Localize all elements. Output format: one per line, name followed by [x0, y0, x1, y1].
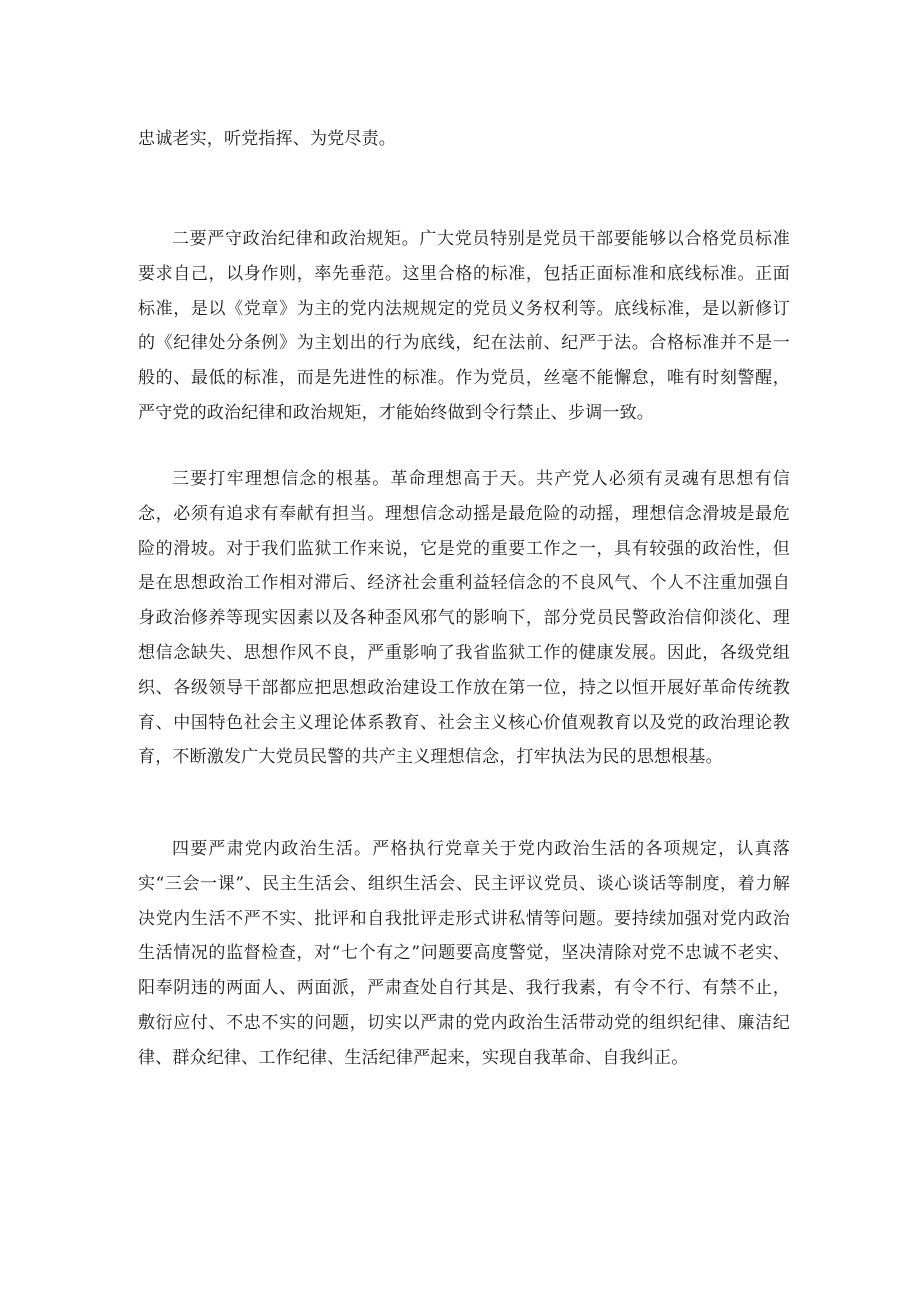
paragraph-ideals-and-beliefs: 三要打牢理想信念的根基。革命理想高于天。共产党人必须有灵魂有思想有信念，必须有追求有奉献有担当。理想信念动摇是最危险的动摇，理想信念滑坡是最危险的滑坡。对于我们监狱工作来说，它是党的重要工作之一，具有较强的政治性，但是在思想政治工作相对滞后、经济社会重利益轻信念的不良风气、个人不注重加强自身政治修养等现实因素以及各种歪风邪气的影响下，部分党员民警政治信仰淡化、理想信念缺失、思想作风不良，严重影响了我省监狱工作的健康发展。因此，各级党组织、各级领导干部都应把思想政治建设工作放在第一位，持之以恒开展好革命传统教育、中国特色社会主义理论体系教育、社会主义核心价值观教育以及党的政治理论教育，不断激发广大党员民警的共产主义理想信念，打牢执法为民的思想根基。 [138, 469, 790, 768]
paragraph-continuation: 忠诚老实，听党指挥、为党尽责。 [138, 129, 396, 149]
paragraph-political-discipline: 二要严守政治纪律和政治规矩。广大党员特别是党员干部要能够以合格党员标准要求自己，以身作则，率先垂范。这里合格的标准，包括正面标准和底线标准。正面标准，是以《党章》为主的党内法规规定的党员义务权利等。底线标准，是以新修订的《纪律处分条例》为主划出的行为底线，纪在法前、纪严于法。合格标准并不是一般的、最低的标准，而是先进性的标准。作为党员，丝毫不能懈怠，唯有时刻警醒，严守党的政治纪律和政治规矩，才能始终做到令行禁止、步调一致。 [138, 229, 790, 423]
paragraph-party-political-life: 四要严肃党内政治生活。严格执行党章关于党内政治生活的各项规定，认真落实“三会一课”、民主生活会、组织生活会、民主评议党员、谈心谈话等制度，着力解决党内生活不严不实、批评和自我批评走形式讲私情等问题。要持续加强对党内政治生活情况的监督检查，对“七个有之”问题要高度警觉，坚决清除对党不忠诚不老实、阳奉阴违的两面人、两面派，严肃查处自行其是、我行我素，有令不行、有禁不止，敷衍应付、不忠不实的问题，切实以严肃的党内政治生活带动党的组织纪律、廉洁纪律、群众纪律、工作纪律、生活纪律严起来，实现自我革命、自我纠正。 [138, 839, 790, 1068]
